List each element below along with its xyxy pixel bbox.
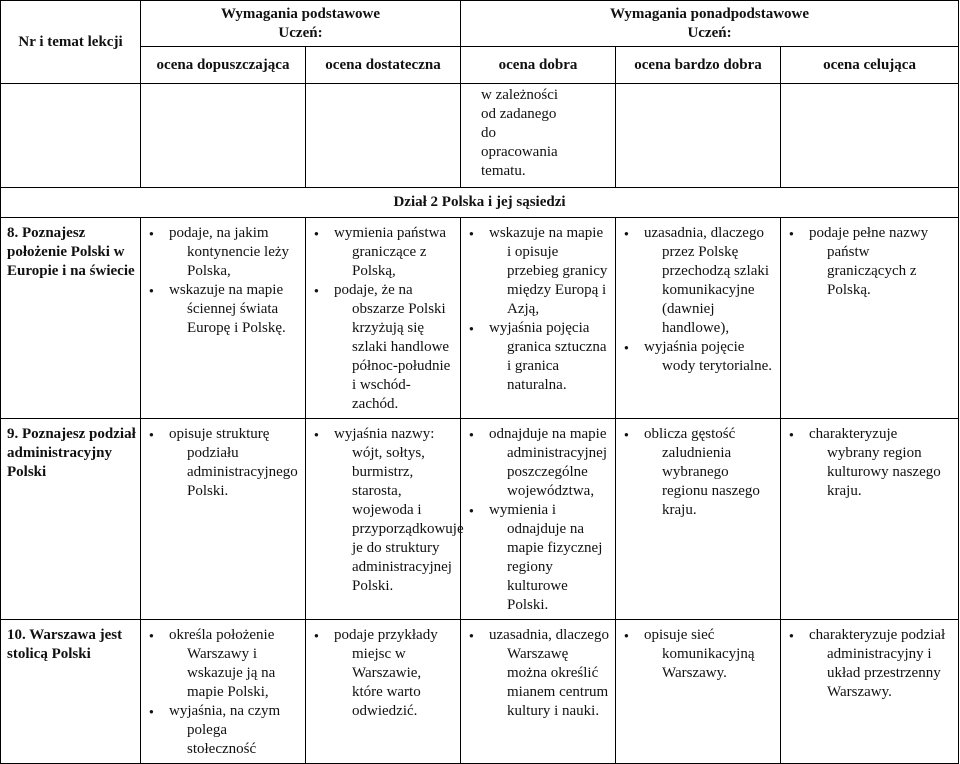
grade-cell: [461, 218, 616, 419]
requirement-item: ● wyjaśnia, na czym polega stołeczność: [147, 702, 299, 759]
grade-cell: [141, 419, 306, 620]
requirement-item: ● podaje pełne nazwy państw graniczących z Polską.: [787, 224, 952, 300]
grade-header: ocena celująca: [781, 47, 959, 84]
grade-cell: [616, 218, 781, 419]
table-row: [1, 620, 959, 764]
grade-cell: [781, 620, 959, 764]
section-title: Dział 2 Polska i jej sąsiedzi: [1, 188, 959, 218]
requirement-item: ● charakteryzuje podział administracyjny i układ przestrzenny Warszawy.: [787, 626, 952, 702]
carryover-row: [1, 84, 959, 188]
header-basic: Wymagania podstawowe Uczeń:: [141, 1, 461, 47]
grade-header: ocena dobra: [461, 47, 616, 84]
grade-cell: [461, 419, 616, 620]
grade-cell: [616, 620, 781, 764]
requirement-item: ● podaje, na jakim kontynencie leży Polska,: [147, 224, 299, 281]
requirement-item: ● opisuje strukturę podziału administracyjnego Polski.: [147, 425, 299, 501]
requirement-item: ● odnajduje na mapie administracyjnej poszczególne województwa,: [467, 425, 609, 501]
requirement-item: ● określa położenie Warszawy i wskazuje ją na mapie Polski,: [147, 626, 299, 702]
grade-cell: [141, 218, 306, 419]
lesson-topic: 9. Poznajesz podział administracyjny Polski: [1, 419, 141, 620]
requirement-item: ● wskazuje na mapie ściennej świata Europę i Polskę.: [147, 281, 299, 338]
requirement-item: ● podaje, że na obszarze Polski krzyżują się szlaki handlowe północ-południe i wschód-zachód.: [312, 281, 454, 414]
requirement-item: ● wyjaśnia nazwy: wójt, sołtys, burmistrz, starosta, wojewoda i przyporządkowuje je do struktury administracyjnej Polski.: [312, 425, 454, 596]
grade-cell: [306, 620, 461, 764]
carryover-note: w zależności od zadanego do opracowania tematu.: [461, 84, 616, 188]
lesson-topic: 8. Poznajesz położenie Polski w Europie i na świecie: [1, 218, 141, 419]
grade-cell: [781, 419, 959, 620]
lesson-topic: 10. Warszawa jest stolicą Polski: [1, 620, 141, 764]
header-advanced: Wymagania ponadpodstawowe Uczeń:: [461, 1, 959, 47]
grade-header: ocena dostateczna: [306, 47, 461, 84]
requirement-item: ● podaje przykłady miejsc w Warszawie, które warto odwiedzić.: [312, 626, 454, 721]
requirement-item: ● opisuje sieć komunikacyjną Warszawy.: [622, 626, 774, 683]
table-row: [1, 218, 959, 419]
grade-cell: [781, 218, 959, 419]
table-row: [1, 419, 959, 620]
requirement-item: ● wyjaśnia pojęcie wody terytorialne.: [622, 338, 774, 376]
requirement-item: ● charakteryzuje wybrany region kulturowy naszego kraju.: [787, 425, 952, 501]
grade-cell: [306, 218, 461, 419]
grade-cell: [141, 620, 306, 764]
requirement-item: ● wymienia i odnajduje na mapie fizycznej regiony kulturowe Polski.: [467, 501, 609, 615]
grade-cell: [461, 620, 616, 764]
grade-header: ocena bardzo dobra: [616, 47, 781, 84]
requirement-item: ● wyjaśnia pojęcia granica sztuczna i granica naturalna.: [467, 319, 609, 395]
requirement-item: ● wymienia państwa graniczące z Polską,: [312, 224, 454, 281]
requirement-item: ● wskazuje na mapie i opisuje przebieg granicy między Europą i Azją,: [467, 224, 609, 319]
header-topic: Nr i temat lekcji: [1, 1, 141, 84]
requirement-item: ● uzasadnia, dlaczego przez Polskę przechodzą szlaki komunikacyjne (dawniej handlowe),: [622, 224, 774, 338]
requirement-item: ● uzasadnia, dlaczego Warszawę można określić mianem centrum kultury i nauki.: [467, 626, 609, 721]
grade-cell: [306, 419, 464, 620]
grade-cell: [616, 419, 781, 620]
grade-header: ocena dopuszczająca: [141, 47, 306, 84]
requirement-item: ● oblicza gęstość zaludnienia wybranego regionu naszego kraju.: [622, 425, 774, 520]
